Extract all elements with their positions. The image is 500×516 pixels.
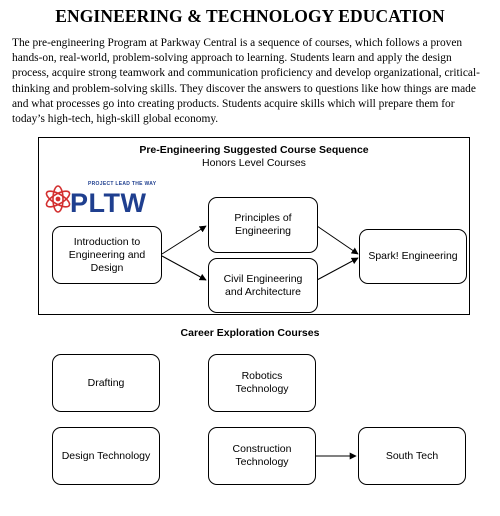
course-principles-of-engineering: Principles of Engineering: [208, 197, 318, 253]
logo-wordmark: PLTW: [70, 188, 147, 218]
arrow-intro-to-principles: [162, 226, 206, 254]
course-intro-engineering-design: Introduction to Engineering and Design: [52, 226, 162, 284]
career-section-title: Career Exploration Courses: [180, 327, 320, 339]
sequence-subtitle: Honors Level Courses: [202, 157, 306, 169]
page-title: ENGINEERING & TECHNOLOGY EDUCATION: [55, 6, 445, 26]
arrow-civil-to-spark: [317, 258, 358, 280]
logo-tagline: PROJECT LEAD THE WAY: [88, 181, 157, 187]
arrow-intro-to-civil: [162, 256, 206, 280]
course-spark-engineering: Spark! Engineering: [359, 229, 467, 284]
arrow-principles-to-spark: [317, 226, 358, 254]
course-robotics-technology: Robotics Technology: [208, 354, 316, 412]
sequence-title: Pre-Engineering Suggested Course Sequence: [139, 144, 369, 156]
course-south-tech: South Tech: [358, 427, 466, 485]
course-construction-technology: Construction Technology: [208, 427, 316, 485]
course-drafting: Drafting: [52, 354, 160, 412]
intro-paragraph: The pre-engineering Program at Parkway Central is a sequence of courses, which follows a proven hands-on, real-world, problem-solving approach to learning. Students learn and apply the design process, acquire strong teamwork and communication proficiency and develop organizational, critical-thinking and problem-solving skills. They discover the answers to questions like how things are made and what processes go into creating products. Students acquire skills which will prepare them for today’s high-tech, high-skill global economy.: [12, 37, 480, 126]
course-civil-engineering-architecture: Civil Engineering and Architecture: [208, 258, 318, 313]
course-design-technology: Design Technology: [52, 427, 160, 485]
